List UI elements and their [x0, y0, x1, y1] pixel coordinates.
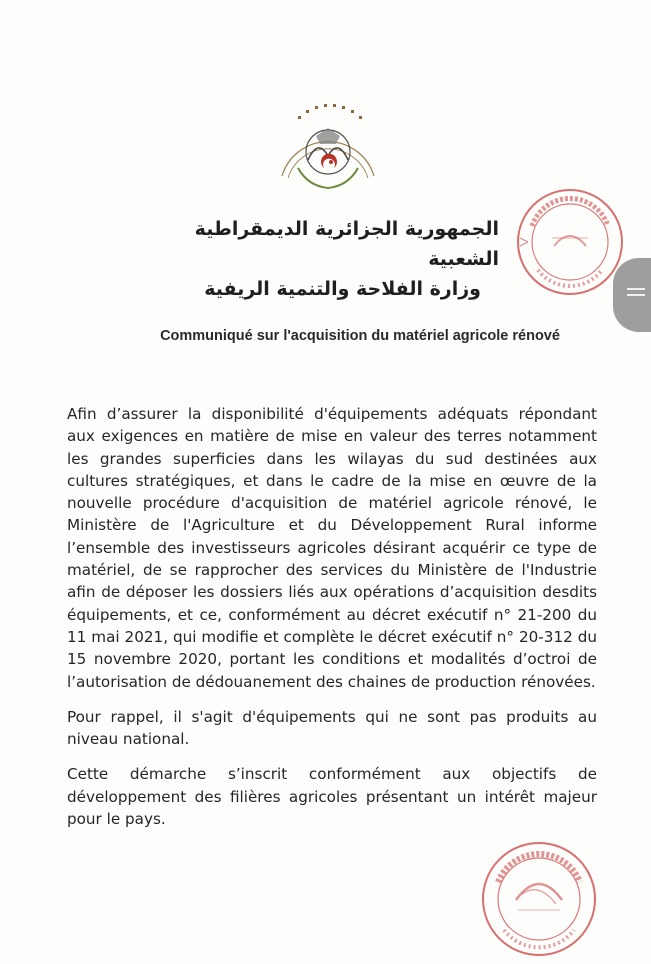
- ministry-seal-top: [514, 186, 626, 298]
- ministry-header: [139, 214, 499, 304]
- paragraph-objectives: Cette démarche s’inscrit conformément aux objectifs de développement des filières agricoles présentant un intérêt majeur pour le pays.: [67, 765, 597, 829]
- communique-body: [67, 403, 597, 843]
- communique-title: Communiqué sur l'acquisition du matériel agricole rénové: [160, 328, 560, 344]
- paragraph-main: Afin d’assurer la disponibilité d'équipements adéquats répondant aux exigences en matière de mise en valeur des terres notamment les grandes superficies dans les wilayas du sud destinées aux cultures stratégiques, et dans le cadre de la mise en œuvre de la nouvelle procédure d'acquisition de matériel agricole rénové, le Ministère de l'Agriculture et du Développement Rural informe l’ensemble des investisseurs agricoles désirant acquérir ce type de matériel, de se rapprocher des services du Ministère de l'Industrie afin de déposer les dossiers liés aux opérations d’acquisition desdits équipements, et ce, conformément au décret exécutif n° 21-200 du 11 mai 2021, qui modifie et complète le décret exécutif n° 20-312 du 15 novembre 2020, portant les conditions et modalités d’octroi de l’autorisation de dédouanement des chaines de production rénovées.: [67, 405, 597, 691]
- scroll-handle[interactable]: [613, 258, 651, 332]
- ministry-name: وزارة الفلاحة والتنمية الريفية: [204, 278, 481, 300]
- algeria-coat-of-arms-icon: [268, 98, 388, 198]
- republic-name: الجمهورية الجزائرية الديمقراطية الشعبية: [194, 218, 499, 270]
- ministry-emblem: [268, 98, 388, 198]
- ministry-seal-icon: [514, 186, 626, 298]
- ministry-seal-icon: [478, 838, 600, 960]
- paragraph-reminder: Pour rappel, il s'agit d'équipements qui ne sont pas produits au niveau national.: [67, 707, 597, 749]
- ministry-seal-bottom: [478, 838, 600, 960]
